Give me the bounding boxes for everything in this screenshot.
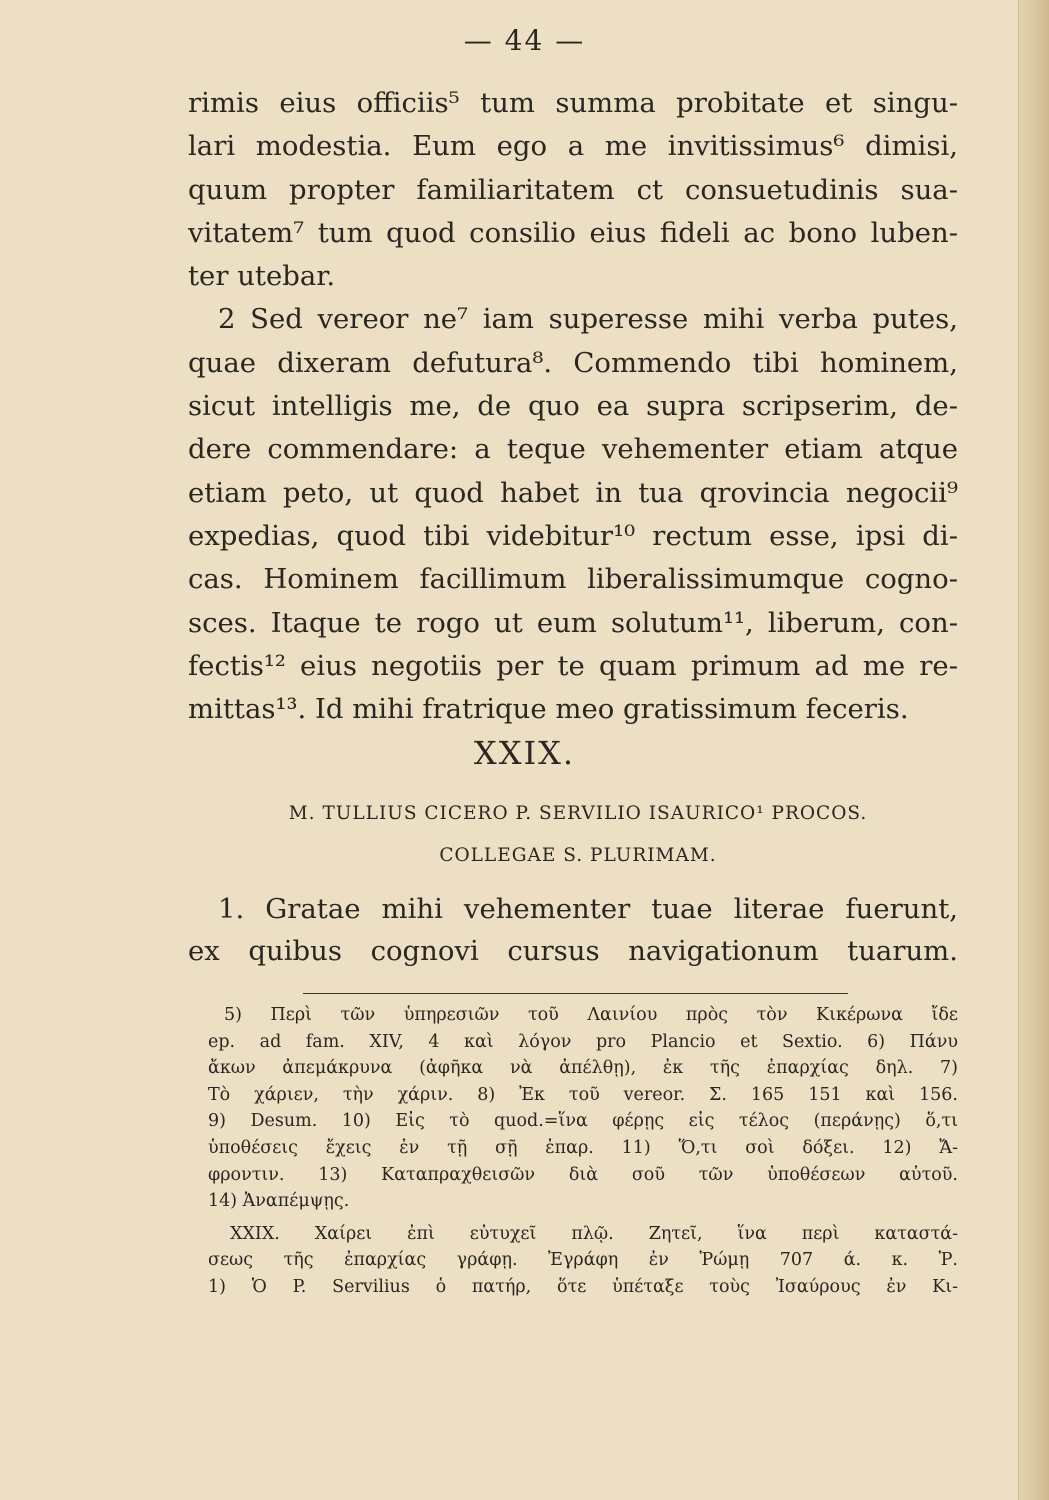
footnote-line: φροντιν. 13) Καταπραχθεισῶν διὰ σοῦ τῶν ὑποθέσεων αὐτοῦ. [208,1164,958,1185]
text-line: lari modestia. Eum ego a me invitissimus⁶ dimisi, [188,130,958,163]
footnotes [208,1002,958,1301]
footnote-line: 5) Περὶ τῶν ὑπηρεσιῶν τοῦ Λαινίου πρὸς τὸν Κικέρωνα ἴδε [224,1005,958,1025]
text-line: fectis¹² eius negotiis per te quam primum ad me re- [188,649,958,682]
text-line: 1. Gratae mihi vehementer tuae literae fuerunt, [218,893,958,925]
text-line: ex quibus cognovi cursus navigationum tuarum. [188,935,958,967]
text-line: vitatem⁷ tum quod consilio eius fideli ac bono luben- [188,216,958,249]
text-line: sces. Itaque te rogo ut eum solutum¹¹, liberum, con- [188,606,958,639]
letter-number-heading: XXIX. [473,734,576,772]
footnote-line: σεως τῆς ἐπαρχίας γράφῃ. Ἐγράφη ἐν Ῥώμῃ 707 ά. κ. Ῥ. [208,1250,958,1271]
letter-28-conclusion [188,82,958,731]
footnote-line: ὑποθέσεις ἔχεις ἐν τῇ σῇ ἐπαρ. 11) Ὅ,τι σοὶ δόξει. 12) Ἄ- [208,1137,958,1158]
footnote-line: ep. ad fam. XIV, 4 καὶ λόγον pro Plancio et Sextio. 6) Πάνυ [208,1031,958,1052]
footnote-separator [303,993,848,994]
text-line: ter utebar. [188,260,336,293]
footnote-line: Τὸ χάριεν, τὴν χάριν. 8) Ἐκ τοῦ vereor. Σ. 165 151 καὶ 156. [208,1084,958,1105]
text-line: mittas¹³. Id mihi fratrique meo gratissimum feceris. [188,693,909,726]
text-line: 2 Sed vereor ne⁷ iam superesse mihi verba putes, [218,303,958,336]
letter-29-opening [188,888,958,972]
text-line: etiam peto, ut quod habet in tua qrovincia negocii⁹ [188,476,958,509]
text-line: quae dixeram defutura⁸. Commendo tibi hominem, [188,346,958,379]
text-line: cas. Hominem facillimum liberalissimumque cogno- [188,563,958,596]
text-line: expedias, quod tibi videbitur¹⁰ rectum esse, ipsi di- [188,519,958,552]
footnote-line: 9) Desum. 10) Εἰς τὸ quod.=ἵνα φέρῃς εἰς τέλος (περάνῃς) ὅ,τι [208,1111,958,1132]
text-line: rimis eius officiis⁵ tum summa probitate et singu- [188,87,958,119]
letter-address-line: COLLEGAE S. PLURIMAM. [439,845,717,866]
footnote-line: 14) Ἀναπέμψῃς. [208,1191,350,1212]
text-line: dere commendare: a teque vehementer etiam atque [188,433,958,466]
text-line: quum propter familiaritatem ct consuetudinis sua- [188,173,958,206]
footnote-line: ἄκων ἀπεμάκρυνα (ἀφῆκα νὰ ἀπέλθῃ), ἐκ τῆς ἐπαρχίας δηλ. 7) [208,1058,958,1079]
page-number: — 44 — [463,24,586,57]
letter-address-line: M. TULLIUS CICERO P. SERVILIO ISAURICO¹ PROCOS. [288,803,868,824]
footnote-line: XXIX. Χαίρει ἐπὶ εὐτυχεῖ πλῷ. Ζητεῖ, ἵνα περὶ καταστά- [230,1223,958,1244]
text-line: sicut intelligis me, de quo ea supra scripserim, de- [188,390,958,423]
footnote-line: 1) Ὁ P. Servilius ὁ πατήρ, ὅτε ὑπέταξε τοὺς Ἰσαύρους ἐν Κι- [208,1276,958,1297]
